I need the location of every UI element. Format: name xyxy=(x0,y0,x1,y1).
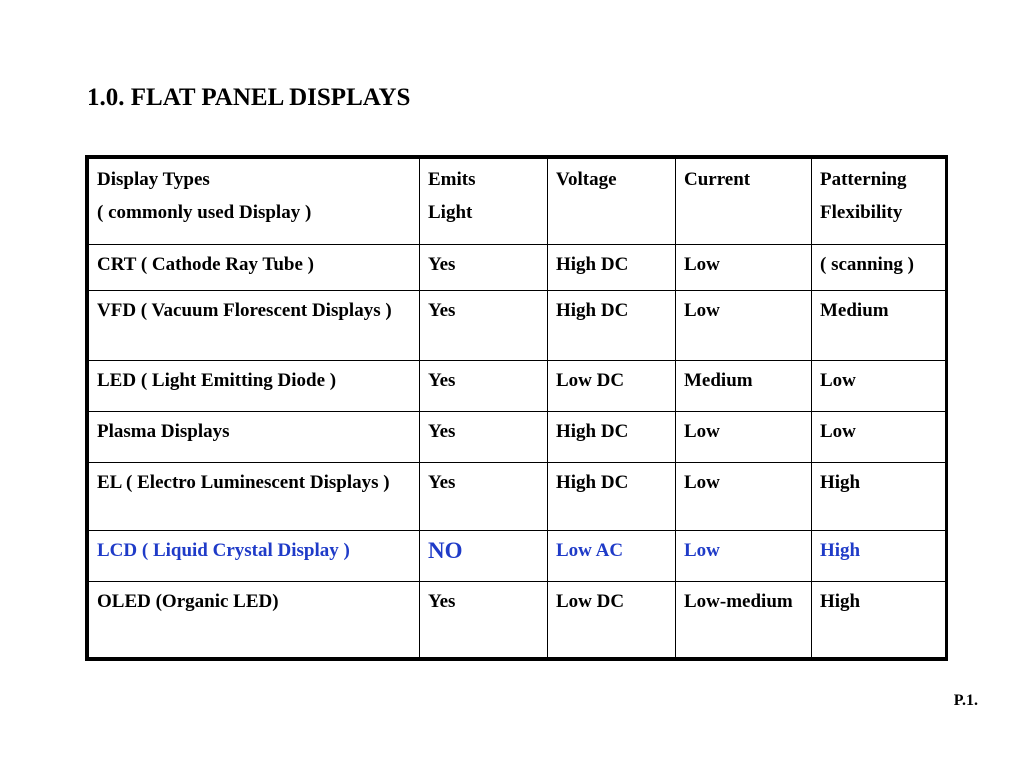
cell-patterning: Medium xyxy=(812,291,946,361)
header-line: Voltage xyxy=(556,169,617,190)
cell-current: Low xyxy=(676,463,812,531)
header-display-types xyxy=(89,159,420,245)
table-row xyxy=(89,582,946,658)
cell-patterning: High xyxy=(812,463,946,531)
cell-voltage: Low DC xyxy=(548,582,676,658)
table-row xyxy=(89,361,946,412)
table-row xyxy=(89,412,946,463)
table-row xyxy=(89,245,946,291)
cell-voltage: High DC xyxy=(548,245,676,291)
cell-emits-light: Yes xyxy=(420,463,548,531)
table-row-highlighted xyxy=(89,531,946,582)
header-emits-light xyxy=(420,159,548,245)
cell-patterning: High xyxy=(812,531,946,582)
header-voltage xyxy=(548,159,676,245)
display-types-table-frame xyxy=(85,155,948,661)
cell-current: Low-medium xyxy=(676,582,812,658)
cell-current: Low xyxy=(676,291,812,361)
header-line: Flexibility xyxy=(820,202,903,223)
display-types-table xyxy=(88,158,946,658)
header-line: Light xyxy=(428,202,473,223)
header-current xyxy=(676,159,812,245)
page-title: 1.0. FLAT PANEL DISPLAYS xyxy=(87,84,411,111)
table-header-row xyxy=(89,159,946,245)
cell-emits-light: Yes xyxy=(420,291,548,361)
header-line: Emits xyxy=(428,169,476,190)
cell-display-type: OLED (Organic LED) xyxy=(89,582,420,658)
cell-display-type: LED ( Light Emitting Diode ) xyxy=(89,361,420,412)
header-line: Patterning xyxy=(820,169,907,190)
cell-emits-light: Yes xyxy=(420,412,548,463)
cell-current: Low xyxy=(676,531,812,582)
page-number: P.1. xyxy=(953,692,978,709)
header-patterning-flexibility xyxy=(812,159,946,245)
cell-voltage: High DC xyxy=(548,463,676,531)
header-line: ( commonly used Display ) xyxy=(97,202,312,223)
cell-voltage: High DC xyxy=(548,412,676,463)
table-row xyxy=(89,463,946,531)
cell-current: Low xyxy=(676,245,812,291)
header-line: Display Types xyxy=(97,169,210,190)
cell-display-type: VFD ( Vacuum Florescent Displays ) xyxy=(89,291,420,361)
cell-voltage: Low DC xyxy=(548,361,676,412)
cell-display-type: EL ( Electro Luminescent Displays ) xyxy=(89,463,420,531)
cell-emits-light: Yes xyxy=(420,582,548,658)
cell-emits-light: NO xyxy=(420,531,548,582)
cell-voltage: Low AC xyxy=(548,531,676,582)
header-line: Current xyxy=(684,169,751,190)
cell-display-type: LCD ( Liquid Crystal Display ) xyxy=(89,531,420,582)
cell-patterning: Low xyxy=(812,412,946,463)
cell-display-type: CRT ( Cathode Ray Tube ) xyxy=(89,245,420,291)
cell-patterning: High xyxy=(812,582,946,658)
cell-emits-light: Yes xyxy=(420,245,548,291)
cell-display-type: Plasma Displays xyxy=(89,412,420,463)
table-row xyxy=(89,291,946,361)
cell-patterning: ( scanning ) xyxy=(812,245,946,291)
cell-current: Low xyxy=(676,412,812,463)
cell-emits-light: Yes xyxy=(420,361,548,412)
cell-current: Medium xyxy=(676,361,812,412)
cell-voltage: High DC xyxy=(548,291,676,361)
cell-patterning: Low xyxy=(812,361,946,412)
